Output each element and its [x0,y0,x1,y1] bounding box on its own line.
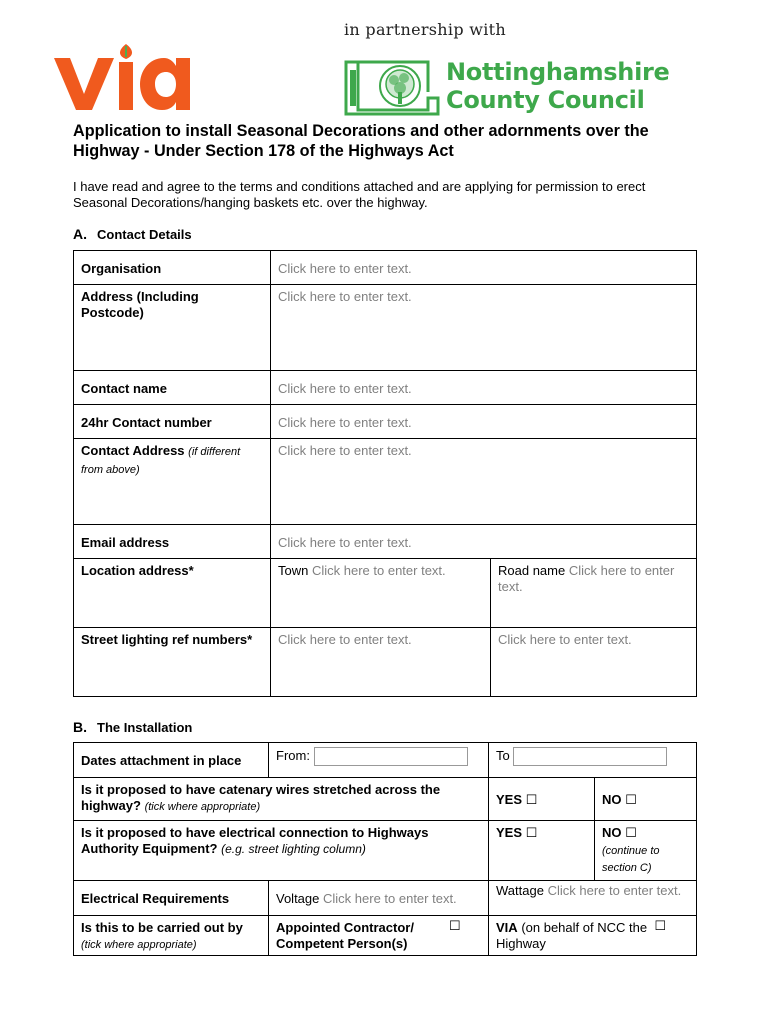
electrical-question: Is it proposed to have electrical connection to Highways Authority Equipment? [81,825,429,856]
contact-number-label: 24hr Contact number [74,405,271,439]
placeholder-text: Click here to enter text. [278,534,412,550]
no-label: NO [602,791,622,807]
yes-label: YES [496,791,523,807]
section-b-title: The Installation [97,720,193,735]
placeholder-text: Click here to enter text. [278,443,412,458]
contact-name-label: Contact name [74,371,271,405]
via-cell [489,916,697,956]
wattage-field[interactable] [489,881,697,916]
contact-address-label-cell [74,439,271,525]
partnership-text: in partnership with [344,20,506,39]
ncc-line-2: County Council [446,86,645,114]
electrical-note: (e.g. street lighting column) [221,841,366,856]
voltage-field[interactable] [269,881,489,916]
ncc-line-1: Nottinghamshire [446,58,670,86]
via-checkbox[interactable]: ☐ [654,919,667,934]
dates-label: Dates attachment in place [74,743,269,778]
electrical-question-cell [74,821,489,881]
document-title: Application to install Seasonal Decorations and other adornments over the Highway - Under Section 178 of the Highways Act [73,122,649,160]
road-name-field[interactable] [491,559,697,628]
electrical-yes-checkbox[interactable]: ☐ [525,826,538,841]
via-label-rest: (on behalf of NCC the Highway [496,920,648,951]
placeholder-text: Click here to enter text. [278,414,412,430]
from-label: From: [276,747,310,763]
contractor-cell [269,916,469,956]
contractor-spacer [469,916,489,956]
placeholder-text: Click here to enter text. [323,891,457,907]
town-field[interactable] [271,559,491,628]
to-label: To [496,747,510,763]
town-label: Town [278,563,309,578]
carried-out-note: (tick where appropriate) [81,938,197,951]
wattage-label: Wattage [496,883,544,898]
dates-from-cell [269,743,489,778]
contact-name-field[interactable] [271,371,697,405]
placeholder-text: Click here to enter text. [498,563,675,594]
catenary-note: (tick where appropriate) [144,800,261,813]
installation-table [73,742,697,956]
carried-out-cell [74,916,269,956]
electrical-no-checkbox[interactable]: ☐ [625,826,637,841]
catenary-question-cell [74,778,489,821]
contact-details-table [73,250,697,697]
contractor-checkbox[interactable]: ☐ [448,919,461,934]
no-label: NO [602,825,622,840]
placeholder-text: Click here to enter text. [498,632,632,647]
placeholder-text: Click here to enter text. [278,380,412,396]
catenary-question: Is it proposed to have catenary wires stretched across the highway? [81,782,441,813]
catenary-yes-checkbox[interactable]: ☐ [525,792,538,808]
yes-label: YES [496,825,523,840]
catenary-no-cell[interactable] [595,778,697,821]
placeholder-text: Click here to enter text. [278,260,412,276]
catenary-yes-cell[interactable] [489,778,595,821]
street-lighting-field-1[interactable] [271,628,491,697]
street-lighting-field-2[interactable] [491,628,697,697]
road-name-label: Road name [498,563,566,578]
address-field[interactable] [271,285,697,371]
organisation-label: Organisation [74,251,271,285]
organisation-field[interactable] [271,251,697,285]
placeholder-text: Click here to enter text. [311,563,446,578]
section-a-heading [73,226,192,242]
catenary-no-checkbox[interactable]: ☐ [625,792,637,808]
continue-note: (continue to section C) [602,844,660,874]
to-date-input[interactable] [513,747,667,766]
carried-out-label: Is this to be carried out by [81,920,243,935]
contact-address-label: Contact Address [81,443,185,458]
ncc-crest-logo [344,58,442,121]
placeholder-text: Click here to enter text. [547,883,682,898]
placeholder-text: Click here to enter text. [278,289,412,304]
contact-number-field[interactable] [271,405,697,439]
section-b-letter: B. [73,719,87,735]
intro-text: I have read and agree to the terms and conditions attached and are applying for permission to erect Seasonal Decorations/hanging baskets etc. over the highway. [73,179,646,210]
dates-to-cell [489,743,697,778]
email-field[interactable] [271,525,697,559]
electrical-yes-cell[interactable] [489,821,595,881]
email-label: Email address [74,525,271,559]
electrical-no-cell[interactable] [595,821,697,881]
contact-address-field[interactable] [271,439,697,525]
contractor-label: Appointed Contractor/ Competent Person(s) [276,920,414,951]
via-logo [52,42,200,119]
placeholder-text: Click here to enter text. [278,632,412,647]
electrical-req-label: Electrical Requirements [74,881,269,916]
via-label: VIA [496,920,518,935]
from-date-input[interactable] [314,747,468,766]
voltage-label: Voltage [276,891,320,907]
street-lighting-label: Street lighting ref numbers* [74,628,271,697]
section-a-title: Contact Details [97,227,192,242]
contact-address-note: (if different from above) [81,446,241,476]
section-a-letter: A. [73,226,87,242]
section-b-heading [73,719,192,735]
location-label: Location address* [74,559,271,628]
ncc-logo-text [446,58,670,114]
address-label: Address (Including Postcode) [74,285,271,371]
